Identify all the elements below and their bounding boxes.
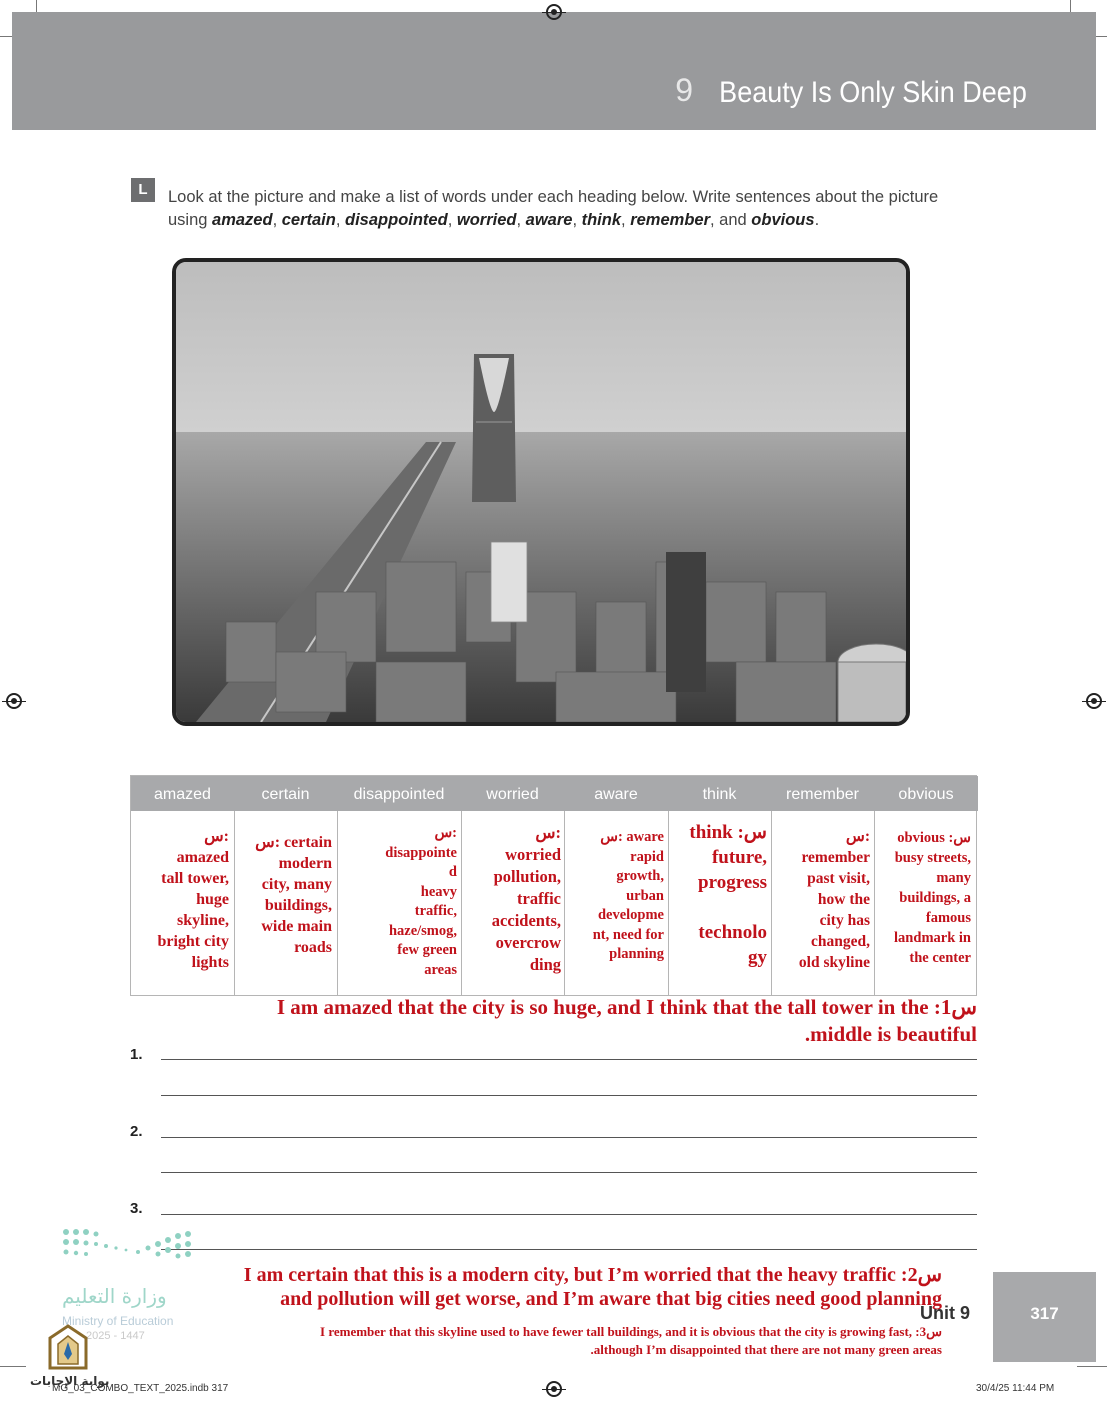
column-divider xyxy=(337,811,338,996)
answer-3-line: .although I’m disappointed that there are not many green areas xyxy=(590,1342,942,1357)
column-header: certain xyxy=(261,786,310,803)
crop-mark xyxy=(1077,1366,1107,1367)
instruction-line: using amazed, certain, disappointed, worried, aware, think, remember, and obvious. xyxy=(168,211,820,229)
column-header: think xyxy=(702,786,737,803)
ministry-logo xyxy=(62,1226,212,1396)
footer-timestamp: 30/4/25 11:44 PM xyxy=(976,1383,1055,1394)
unit-label: Unit 9 xyxy=(920,1303,971,1323)
keyword: think xyxy=(581,211,622,229)
column-header: obvious xyxy=(898,786,954,803)
chapter-title: Beauty Is Only Skin Deep xyxy=(719,76,1027,109)
registration-mark-icon xyxy=(546,1381,562,1397)
column-divider xyxy=(234,811,235,996)
keyword: aware xyxy=(525,211,573,229)
ministry-arabic-name: وزارة التعليم xyxy=(62,1284,167,1308)
keyword: remember xyxy=(630,211,710,229)
writing-line xyxy=(161,1249,977,1250)
exercise-instruction xyxy=(168,186,1008,232)
table-cell: س: aware rapid growth, urban developme nt, need for planning xyxy=(592,829,664,962)
table-cell: obvious :س busy streets, many buildings, a famous landmark in the center xyxy=(894,830,971,966)
keyword: certain xyxy=(281,211,336,229)
ministry-year: 2025 - 1447 xyxy=(86,1330,145,1342)
footer-filename: MG_03_COMBO_TEXT_2025.indb 317 xyxy=(52,1383,229,1394)
writing-line xyxy=(161,1172,977,1173)
registration-mark-icon xyxy=(1086,693,1102,709)
instruction-line: Look at the picture and make a list of words under each heading below. Write sentences about the picture xyxy=(168,188,939,206)
column-header: aware xyxy=(594,786,638,803)
vocabulary-table xyxy=(130,775,977,996)
writing-line xyxy=(161,1214,977,1215)
table-cell: س: certain modern city, many buildings, wide main roads xyxy=(255,834,332,956)
table-cell: س: remember past visit, how the city has changed, old skyline xyxy=(798,828,870,971)
item-number: 3. xyxy=(130,1200,143,1217)
city-photo-icon xyxy=(176,262,906,722)
answer-1-text: I am amazed that the city is so huge, and I think that the tall tower in the :1س .middle is beautiful xyxy=(276,995,977,1046)
table-cell: س: amazed tall tower, huge skyline, bright city lights xyxy=(157,828,229,971)
answers-portal-logo-icon xyxy=(46,1324,90,1372)
keyword: worried xyxy=(456,211,517,229)
keyword: obvious xyxy=(751,211,815,229)
answer-2-line: and pollution will get worse, and I’m aware that big cities need good planning xyxy=(280,1288,942,1310)
item-number: 1. xyxy=(130,1046,143,1063)
crop-mark xyxy=(0,1366,26,1367)
chapter-header xyxy=(12,12,1096,130)
column-header: worried xyxy=(486,786,539,803)
registration-mark-icon xyxy=(6,693,22,709)
column-header: amazed xyxy=(154,786,211,803)
answer-2-line: I am certain that this is a modern city, but I’m worried that the heavy traffic :2س xyxy=(243,1264,942,1286)
riyadh-skyline-photo xyxy=(172,258,910,726)
table-cell: س: disappointe d heavy traffic, haze/smog, few green areas xyxy=(385,825,457,978)
exercise-badge: L xyxy=(131,178,155,202)
ministry-english-name: Ministry of Education xyxy=(62,1314,174,1328)
page-number: 317 xyxy=(993,1272,1096,1362)
table-cell: think :س future, progress technolo gy xyxy=(689,822,767,968)
table-cell: س: worried pollution, traffic accidents, overcrow ding xyxy=(491,823,561,974)
writing-line xyxy=(161,1059,977,1060)
column-divider xyxy=(668,811,669,996)
column-header: remember xyxy=(786,786,859,803)
column-divider xyxy=(874,811,875,996)
writing-line xyxy=(161,1095,977,1096)
answer-3-line: I remember that this skyline used to have fewer tall buildings, and it is obvious that the city is growing fast, :3س xyxy=(320,1324,942,1339)
keyword: amazed xyxy=(212,211,273,229)
writing-line xyxy=(161,1137,977,1138)
ministry-dots-icon xyxy=(62,1226,202,1266)
column-header: disappointed xyxy=(353,786,445,803)
keyword: disappointed xyxy=(345,211,448,229)
column-divider xyxy=(461,811,462,996)
registration-mark-icon xyxy=(546,4,562,20)
item-number: 2. xyxy=(130,1123,143,1140)
watermark-text: بوابة الإجابات xyxy=(30,1374,110,1388)
chapter-number: 9 xyxy=(675,72,693,108)
